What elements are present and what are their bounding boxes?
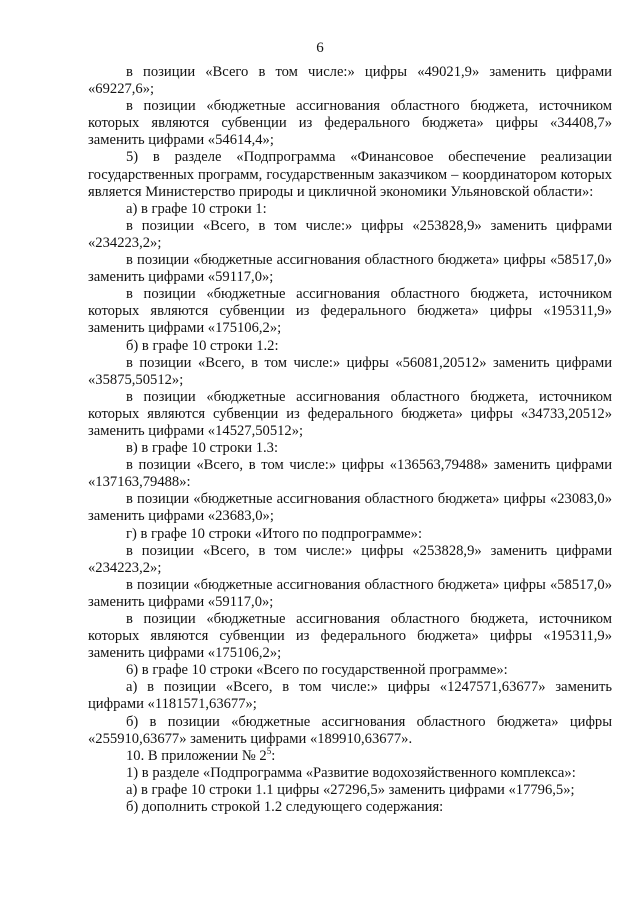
paragraph: в позиции «Всего, в том числе:» цифры «253828,9» заменить цифрами «234223,2»; bbox=[88, 542, 612, 576]
paragraph: 5) в разделе «Подпрограмма «Финансовое обеспечение реализации государственных программ, государственным заказчиком – координатором которых является Министерство природы и цикличной экономики Ульяновской области»: bbox=[88, 149, 612, 200]
page-number: 6 bbox=[316, 40, 324, 56]
paragraph: в позиции «бюджетные ассигнования областного бюджета, источником которых являются субвенции из федерального бюджета» цифры «195311,9» заменить цифрами «175106,2»; bbox=[88, 611, 612, 662]
paragraph: в позиции «бюджетные ассигнования областного бюджета, источником которых являются субвенции из федерального бюджета» цифры «195311,9» заменить цифрами «175106,2»; bbox=[88, 286, 612, 337]
superscript: 5 bbox=[266, 745, 272, 756]
document-body bbox=[88, 64, 612, 816]
paragraph: а) в графе 10 строки 1: bbox=[126, 200, 267, 217]
paragraph: в) в графе 10 строки 1.3: bbox=[126, 440, 278, 457]
paragraph: в позиции «бюджетные ассигнования областного бюджета» цифры «58517,0» заменить цифрами «59117,0»; bbox=[88, 576, 612, 610]
paragraph: а) в позиции «Всего, в том числе:» цифры «1247571,63677» заменить цифрами «1181571,63677»; bbox=[88, 679, 612, 713]
paragraph: в позиции «Всего, в том числе:» цифры «136563,79488» заменить цифрами «137163,79488»: bbox=[88, 457, 612, 491]
paragraph: в позиции «Всего в том числе:» цифры «49021,9» заменить цифрами «69227,6»; bbox=[88, 64, 612, 98]
paragraph: 6) в графе 10 строки «Всего по государственной программе»: bbox=[126, 662, 508, 679]
paragraph: в позиции «бюджетные ассигнования областного бюджета» цифры «58517,0» заменить цифрами «59117,0»; bbox=[88, 252, 612, 286]
paragraph bbox=[88, 745, 612, 765]
paragraph: в позиции «бюджетные ассигнования областного бюджета» цифры «23083,0» заменить цифрами «23683,0»; bbox=[88, 491, 612, 525]
paragraph: в позиции «бюджетные ассигнования областного бюджета, источником которых являются субвенции из федерального бюджета» цифры «34408,7» заменить цифрами «54614,4»; bbox=[88, 98, 612, 149]
paragraph: б) в графе 10 строки 1.2: bbox=[126, 337, 279, 354]
paragraph: б) дополнить строкой 1.2 следующего содержания: bbox=[126, 799, 444, 816]
paragraph-tail: : bbox=[271, 747, 276, 764]
paragraph: г) в графе 10 строки «Итого по подпрограмме»: bbox=[126, 525, 423, 542]
paragraph: в позиции «Всего, в том числе:» цифры «56081,20512» заменить цифрами «35875,50512»; bbox=[88, 354, 612, 388]
paragraph: б) в позиции «бюджетные ассигнования областного бюджета» цифры «255910,63677» заменить цифрами «189910,63677». bbox=[88, 713, 612, 747]
paragraph: в позиции «бюджетные ассигнования областного бюджета, источником которых являются субвенции из федерального бюджета» цифры «34733,20512» заменить цифрами «14527,50512»; bbox=[88, 388, 612, 439]
paragraph: в позиции «Всего, в том числе:» цифры «253828,9» заменить цифрами «234223,2»; bbox=[88, 217, 612, 251]
paragraph: 1) в разделе «Подпрограмма «Развитие водохозяйственного комплекса»: bbox=[126, 764, 576, 781]
paragraph: а) в графе 10 строки 1.1 цифры «27296,5» заменить цифрами «17796,5»; bbox=[126, 781, 575, 798]
paragraph-text: 10. В приложении № 2 bbox=[126, 747, 267, 764]
